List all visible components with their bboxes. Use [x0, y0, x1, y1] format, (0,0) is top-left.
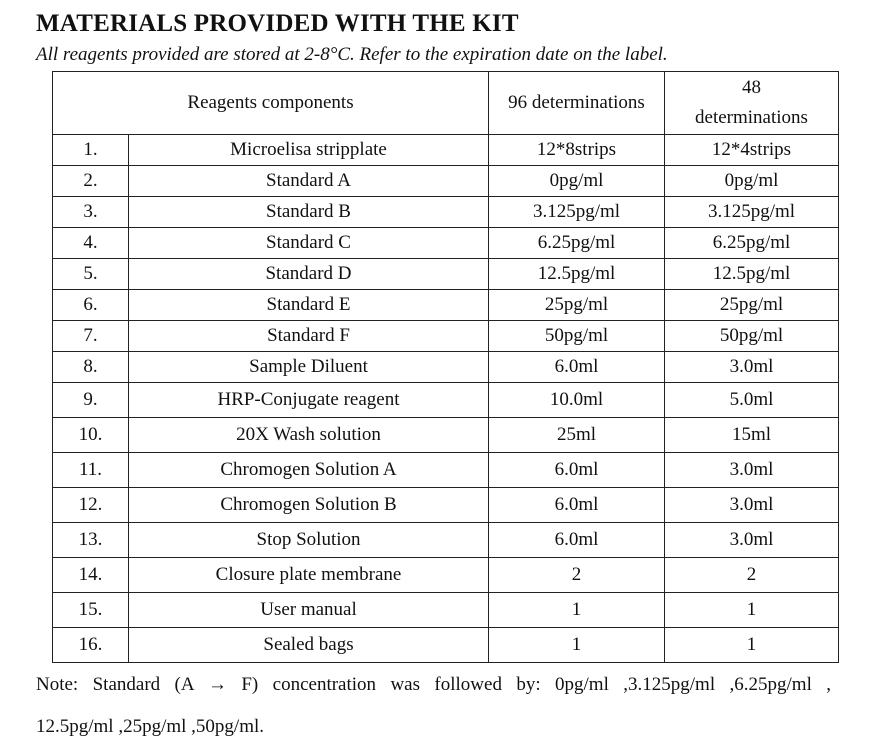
- header-48-line2: determinations: [695, 107, 808, 128]
- reagent-name: Standard A: [129, 166, 489, 197]
- value-48: 1: [665, 593, 839, 628]
- reagent-name: User manual: [129, 593, 489, 628]
- table-header-row: [53, 72, 839, 135]
- table-row: [53, 259, 839, 290]
- value-48: 15ml: [665, 418, 839, 453]
- table-row: [53, 352, 839, 383]
- value-96: 6.0ml: [489, 488, 665, 523]
- value-48: 12.5pg/ml: [665, 259, 839, 290]
- value-48: 1: [665, 628, 839, 663]
- reagent-name: Standard F: [129, 321, 489, 352]
- table-row: [53, 523, 839, 558]
- table-row: [53, 628, 839, 663]
- row-number: 1.: [53, 135, 129, 166]
- header-48-line1: 48: [742, 77, 761, 98]
- concentration-note: Note: Standard (A → F) concentration was followed by: 0pg/ml ,3.125pg/ml ,6.25pg/ml ,: [36, 674, 831, 695]
- value-96: 6.25pg/ml: [489, 228, 665, 259]
- value-96: 6.0ml: [489, 352, 665, 383]
- value-48: 3.0ml: [665, 523, 839, 558]
- row-number: 13.: [53, 523, 129, 558]
- value-96: 2: [489, 558, 665, 593]
- page-subtitle: All reagents provided are stored at 2-8°C. Refer to the expiration date on the label.: [36, 44, 668, 65]
- table-row: [53, 197, 839, 228]
- reagent-name: Sample Diluent: [129, 352, 489, 383]
- value-96: 12*8strips: [489, 135, 665, 166]
- table-row: [53, 418, 839, 453]
- row-number: 3.: [53, 197, 129, 228]
- header-48-determinations: [665, 72, 839, 135]
- table-row: [53, 228, 839, 259]
- value-48: 12*4strips: [665, 135, 839, 166]
- value-96: 10.0ml: [489, 383, 665, 418]
- value-48: 3.0ml: [665, 488, 839, 523]
- reagent-name: Standard C: [129, 228, 489, 259]
- value-96: 12.5pg/ml: [489, 259, 665, 290]
- value-96: 1: [489, 628, 665, 663]
- value-96: 25pg/ml: [489, 290, 665, 321]
- reagent-name: 20X Wash solution: [129, 418, 489, 453]
- reagent-name: Standard B: [129, 197, 489, 228]
- table-row: [53, 290, 839, 321]
- table-row: [53, 488, 839, 523]
- reagent-name: Chromogen Solution B: [129, 488, 489, 523]
- reagent-name: Standard E: [129, 290, 489, 321]
- table-row: [53, 383, 839, 418]
- row-number: 8.: [53, 352, 129, 383]
- concentration-note-continued: 12.5pg/ml ,25pg/ml ,50pg/ml.: [36, 716, 265, 737]
- row-number: 2.: [53, 166, 129, 197]
- table-row: [53, 166, 839, 197]
- row-number: 15.: [53, 593, 129, 628]
- value-96: 50pg/ml: [489, 321, 665, 352]
- reagent-name: Stop Solution: [129, 523, 489, 558]
- table-row: [53, 558, 839, 593]
- value-96: 1: [489, 593, 665, 628]
- reagent-name: Closure plate membrane: [129, 558, 489, 593]
- row-number: 7.: [53, 321, 129, 352]
- value-48: 25pg/ml: [665, 290, 839, 321]
- table-row: [53, 593, 839, 628]
- row-number: 10.: [53, 418, 129, 453]
- value-96: 6.0ml: [489, 523, 665, 558]
- row-number: 4.: [53, 228, 129, 259]
- row-number: 6.: [53, 290, 129, 321]
- reagent-name: HRP-Conjugate reagent: [129, 383, 489, 418]
- page-title: MATERIALS PROVIDED WITH THE KIT: [36, 10, 519, 37]
- row-number: 14.: [53, 558, 129, 593]
- table-row: [53, 135, 839, 166]
- value-96: 0pg/ml: [489, 166, 665, 197]
- header-components: Reagents components: [53, 72, 489, 135]
- row-number: 16.: [53, 628, 129, 663]
- table-row: [53, 321, 839, 352]
- row-number: 9.: [53, 383, 129, 418]
- row-number: 12.: [53, 488, 129, 523]
- reagent-name: Standard D: [129, 259, 489, 290]
- value-48: 3.0ml: [665, 453, 839, 488]
- header-96-determinations: 96 determinations: [489, 72, 665, 135]
- table-row: [53, 453, 839, 488]
- row-number: 11.: [53, 453, 129, 488]
- reagent-name: Microelisa stripplate: [129, 135, 489, 166]
- reagent-name: Sealed bags: [129, 628, 489, 663]
- value-96: 6.0ml: [489, 453, 665, 488]
- value-48: 50pg/ml: [665, 321, 839, 352]
- materials-table: [52, 71, 839, 663]
- value-48: 2: [665, 558, 839, 593]
- reagent-name: Chromogen Solution A: [129, 453, 489, 488]
- value-48: 3.125pg/ml: [665, 197, 839, 228]
- row-number: 5.: [53, 259, 129, 290]
- value-48: 5.0ml: [665, 383, 839, 418]
- value-48: 3.0ml: [665, 352, 839, 383]
- value-48: 6.25pg/ml: [665, 228, 839, 259]
- value-96: 3.125pg/ml: [489, 197, 665, 228]
- value-96: 25ml: [489, 418, 665, 453]
- value-48: 0pg/ml: [665, 166, 839, 197]
